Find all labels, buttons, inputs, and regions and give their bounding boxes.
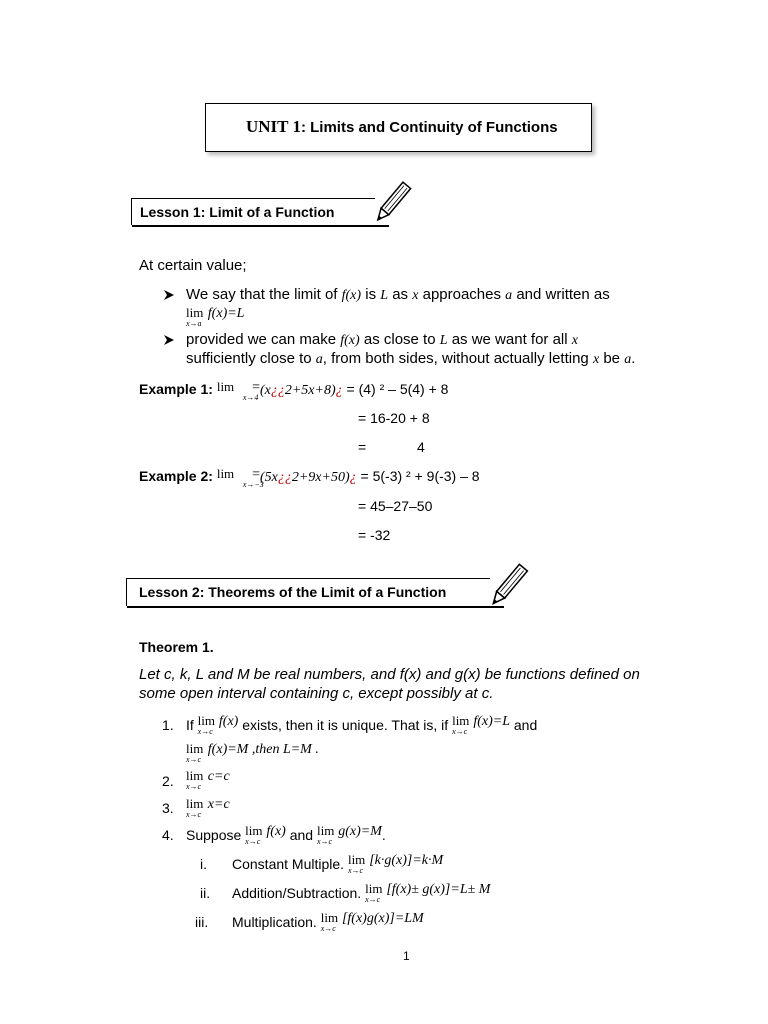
item-number: 2. (162, 773, 174, 789)
example2: Example 2: lim x→−3 =(5x¿¿2+9x+50)¿ = 5(-3) ² + 9(-3) – 8 (139, 466, 480, 489)
page-number: 1 (403, 949, 410, 963)
item-3: lim x→c x=c (186, 796, 230, 819)
limit-definition: lim x→a f(x)=L (186, 305, 245, 328)
arrow-bullet-icon (163, 334, 175, 346)
item-1-line2: lim x→c f(x)=M ,then L=M . (186, 741, 319, 764)
bullet-1: We say that the limit of f(x) is L as x approaches a and written as (186, 286, 610, 303)
arrow-bullet-icon (163, 289, 175, 301)
subitem-addition-subtraction: Addition/Subtraction. lim x→c [f(x)± g(x)]=L± M (232, 881, 491, 904)
lesson2-title: Lesson 2: Theorems of the Limit of a Function (139, 584, 447, 600)
item-1-line1: If lim x→c f(x) exists, then it is unique. That is, if lim x→c f(x)=L and (186, 713, 538, 736)
item-number: 4. (162, 827, 174, 843)
item-4: Suppose lim x→c f(x) and lim x→c g(x)=M. (186, 823, 386, 846)
theorem-title: Theorem 1. (139, 639, 214, 655)
lesson2-header (126, 578, 490, 606)
unit-prefix: UNIT 1 (246, 117, 301, 136)
example1-step3-value: 4 (417, 439, 425, 455)
subitem-number: ii. (200, 885, 211, 901)
pencil-icon (486, 560, 530, 612)
subitem-number: iii. (195, 914, 209, 930)
intro-text: At certain value; (139, 257, 247, 274)
subitem-constant-multiple: Constant Multiple. lim x→c [k·g(x)]=k·M (232, 852, 444, 875)
example1-step2: = 16-20 + 8 (358, 410, 430, 426)
bullet-2-line1: provided we can make f(x) as close to L as we want for all x (186, 331, 578, 348)
example2-step2: = 45–27–50 (358, 498, 433, 514)
item-2: lim x→c c=c (186, 768, 230, 791)
example2-step3: = -32 (358, 527, 391, 543)
theorem-desc-2: some open interval containing c, except possibly at c. (139, 685, 494, 702)
bullet-2-line2: sufficiently close to a, from both sides, without actually letting x be a. (186, 350, 636, 367)
theorem-desc-1: Let c, k, L and M be real numbers, and f(x) and g(x) be functions defined on (139, 666, 640, 683)
unit-title-box (205, 103, 592, 152)
example1-step3-eq: = (358, 439, 367, 455)
example1: Example 1: lim x→4 =(x¿¿2+5x+8)¿ = (4) ² – 5(4) + 8 (139, 379, 449, 402)
item-number: 1. (162, 717, 174, 733)
lesson1-title: Lesson 1: Limit of a Function (140, 204, 335, 220)
subitem-multiplication: Multiplication. lim x→c [f(x)g(x)]=LM (232, 910, 424, 933)
subitem-number: i. (200, 856, 207, 872)
item-number: 3. (162, 800, 174, 816)
pencil-icon (372, 178, 412, 228)
lesson1-header (131, 198, 375, 225)
unit-title: UNIT 1: Limits and Continuity of Functions (246, 117, 558, 136)
